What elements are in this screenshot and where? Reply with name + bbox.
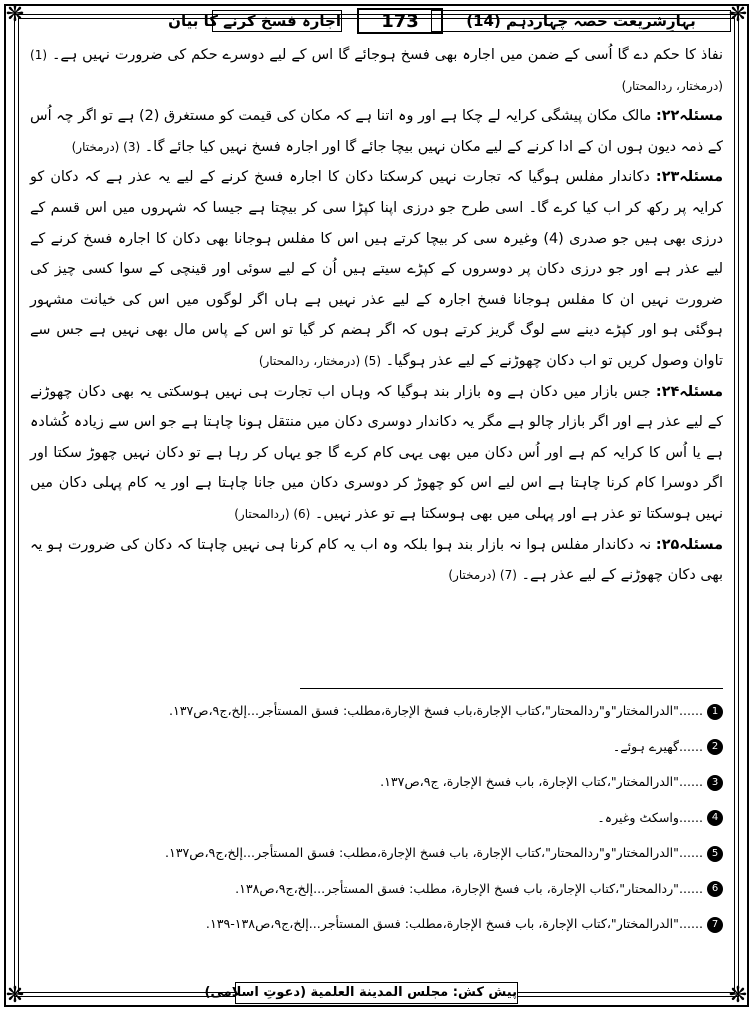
footnotes (30, 693, 723, 942)
footnote-item (30, 835, 723, 871)
masla-heading: مسئلہ۲۳: (655, 169, 723, 186)
book-title: بہارِشریعت حصہ چہاردہم (14) (431, 10, 731, 32)
corner-ornament-top-left: ❋ (5, 2, 25, 27)
footnote-number: 5 (707, 846, 723, 862)
footnote-text: ......واسکٹ وغیرہ۔ (597, 809, 703, 825)
paragraph-masla-24 (30, 377, 723, 530)
masla-heading: مسئلہ۲۴: (655, 383, 723, 400)
paragraph-reference: (5) (درمختار، ردالمحتار) (258, 353, 381, 368)
paragraph-text: دکاندار مفلس ہوگیا کہ تجارت نہیں کرسکتا دکان کا اجارہ فسخ کرنے کے لیے یہ عذر ہے کہ دکان کو کرایہ پر رکھ کر اب کیا کرے گا۔ اسی طرح جو درزی اپنا کپڑا سی کر بیچتا ہے جیسا کہ شہروں میں اس قسم کے درزی بھی ہیں جو صدری (4) وغیرہ سی کر بیچا کرتے ہیں اس کا مفلس ہوجانا بھی دکان کا اجارہ فسخ کرنے کے لیے عذر ہے اور جو درزی دکان پر دوسروں کے کپڑے سیتے ہیں اُن کے لیے سوئی اور قینچی کے سوا کسی چیز کی ضرورت نہیں ان کا مفلس ہوجانا فسخ اجارہ کے لیے عذر نہیں ہے ہاں اگر لوگوں میں اس کی خیانت مشہور ہوگئی ہو اور کپڑے دینے سے لوگ گریز کرتے ہوں کہ اگر ہضم کر گیا تو اس کے پاس مال بھی نہیں ہے جس سے تاوان وصول کریں تو اب دکان چھوڑنے کے لیے عذر ہوگیا۔ (30, 169, 723, 369)
footnote-text: ......"الدرالمختار"و"ردالمحتار"،کتاب الإجارة،باب فسخ الإجارة،مطلب: فسق المستأجر...إلخ،ج۹،ص۱۳۷. (168, 703, 703, 718)
footnote-text: ......"الدرالمختار"،کتاب الإجارة، باب فسخ الإجارة، ج۹،ص۱۳۷. (380, 774, 703, 789)
paragraph-text: مالک مکان پیشگی کرایہ لے چکا ہے اور وہ اتنا ہے کہ مکان کی قیمت کو مستغرق (2) ہے تو اگر چہ اُس کے ذمہ دیون ہوں ان کے ادا کرنے کے لیے مکان نہیں بیچا جائے گا اور اجارہ فسخ نہیں کیا جائے گا۔ (30, 108, 723, 155)
paragraph-intro (30, 40, 723, 101)
footnote-number: 3 (707, 775, 723, 791)
paragraph-text: نہ دکاندار مفلس ہوا نہ بازار بند ہوا بلکہ وہ اب یہ کام کرنا ہی نہیں چاہتا کہ دکان کی ضرورت ہو یہ بھی دکان چھوڑنے کے لیے عذر ہے۔ (30, 536, 723, 584)
footnote-item (30, 764, 723, 800)
paragraph-reference: (6) (ردالمحتار) (234, 506, 311, 521)
corner-ornament-bottom-right: ❋ (728, 983, 748, 1008)
masla-heading: مسئلہ۲۲: (655, 108, 724, 125)
page-number: 173 (357, 8, 443, 34)
footnote-number: 2 (707, 739, 723, 755)
footnote-text: ......"الدرالمختار"،کتاب الإجارة، باب فسخ الإجارة،مطلب: فسق المستأجر...إلخ،ج۹،ص۱۳۸-۱۳۹. (205, 916, 703, 931)
main-text (30, 40, 723, 591)
paragraph-reference: (7) (درمختار) (448, 568, 517, 583)
footnote-item (30, 871, 723, 907)
paragraph-masla-23 (30, 162, 723, 376)
footnote-number: 1 (707, 704, 723, 720)
masla-heading: مسئلہ۲۵: (655, 536, 723, 553)
paragraph-text: نفاذ کا حکم دے گا اُسی کے ضمن میں اجارہ بھی فسخ ہوجائے گا اس کے لیے دوسرے حکم کی ضرورت نہیں ہے۔ (51, 47, 723, 63)
footnote-item (30, 800, 723, 836)
publisher-footer: پیش کش: مجلس المدینة العلمیة (دعوتِ اسلامی) (235, 982, 518, 1004)
footnote-text: ......"ردالمحتار"،کتاب الإجارة، باب فسخ الإجارة، مطلب: فسق المستأجر...إلخ،ج۹،ص۱۳۸. (235, 880, 703, 896)
footnote-number: 6 (707, 881, 723, 897)
chapter-title: اجارہ فسخ کرنے کا بیان (168, 12, 341, 30)
page-header (22, 6, 731, 36)
footnote-number: 7 (707, 917, 723, 933)
footnote-item (30, 729, 723, 765)
footnote-text: ......"الدرالمختار"و"ردالمحتار"،کتاب الإجارة، باب فسخ الإجارة،مطلب: فسق المستأجر...إلخ،ج۹،ص۱۳۷. (164, 845, 703, 860)
footnote-separator (300, 688, 723, 689)
paragraph-masla-25 (30, 530, 723, 591)
footnote-item (30, 906, 723, 942)
footnote-number: 4 (707, 810, 723, 826)
corner-ornament-top-right: ❋ (728, 2, 748, 27)
paragraph-masla-22 (30, 101, 723, 162)
footnote-item (30, 693, 723, 729)
paragraph-reference: (1) (درمختار، ردالمحتار) (30, 48, 723, 93)
corner-ornament-bottom-left: ❋ (5, 983, 25, 1008)
paragraph-text: جس بازار میں دکان ہے وہ بازار بند ہوگیا کہ وہاں اب تجارت ہی نہیں ہوسکتی یہ بھی دکان چھوڑنے کے لیے عذر ہے اور اگر بازار چالو ہے مگر یہ دکاندار دوسری دکان میں منتقل ہونا چاہتا ہے جو اس سے زیادہ کُشادہ ہے یا اُس کا کرایہ کم ہے اور اُس دکان میں بھی یہی کام کرے گا جو یہاں کر رہا ہے تو دکان نہیں چھوڑ سکتا اور اگر دوسرا کام کرنا چاہتا ہے اس لیے اس کو چھوڑ کر دوسری دکان میں جانا چاہتا ہے اور یہ کام پہلی دکان میں نہیں ہوسکتا تو عذر ہے اور پہلی میں بھی ہوسکتا ہے تو عذر نہیں۔ (30, 383, 723, 522)
footnote-text: ......گھیرے ہوئے۔ (612, 738, 703, 754)
paragraph-reference: (3) (درمختار) (71, 139, 141, 154)
